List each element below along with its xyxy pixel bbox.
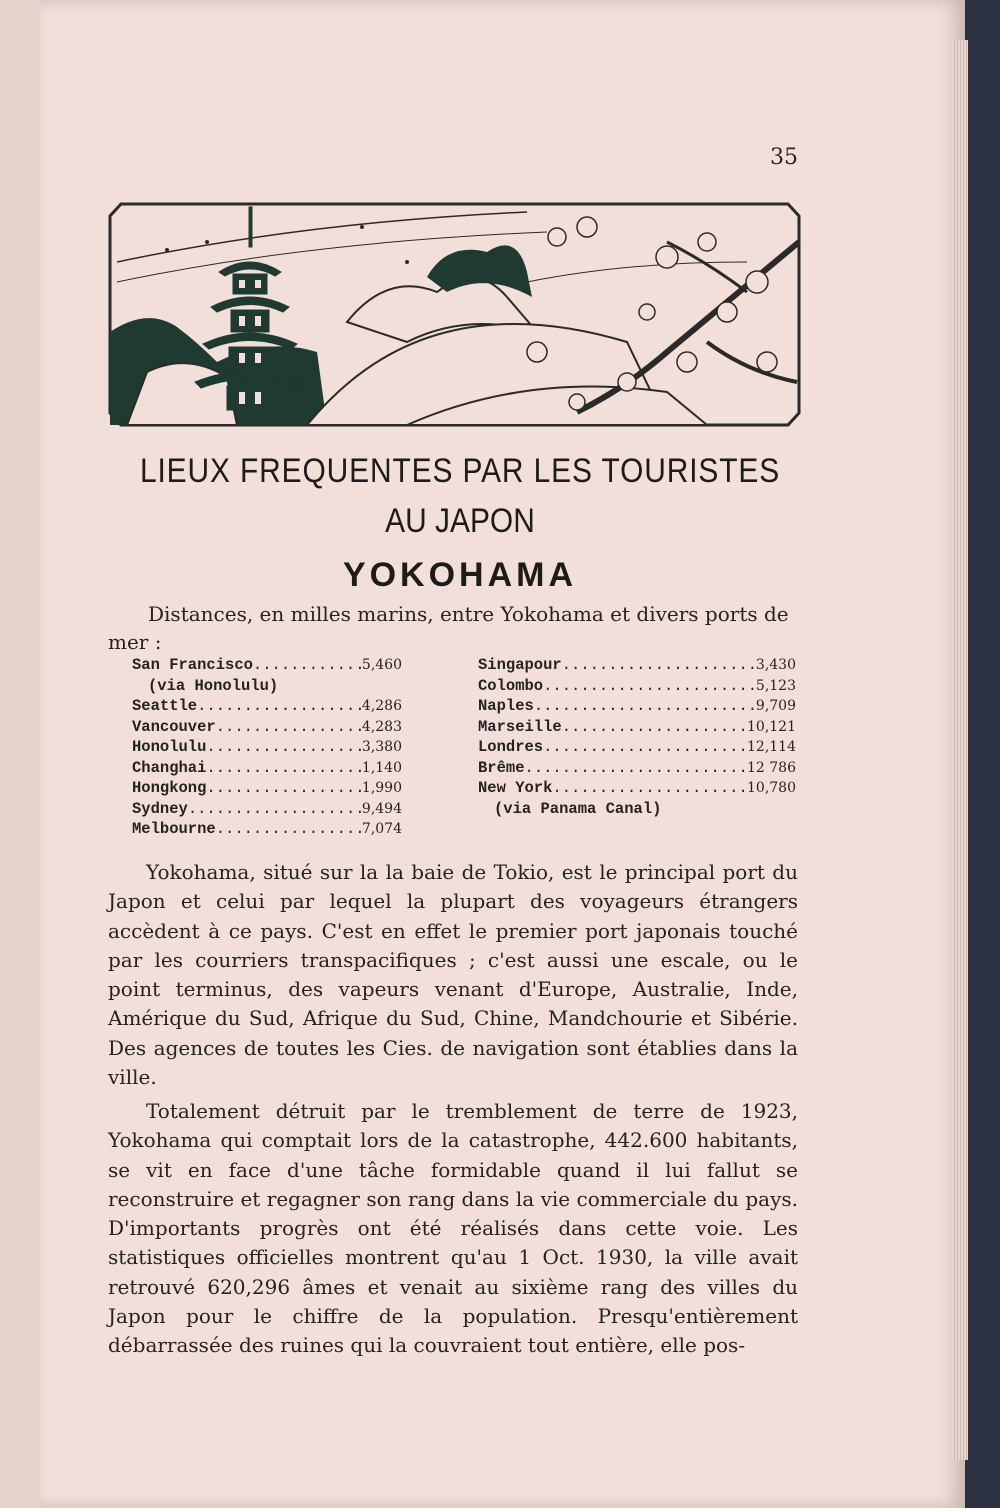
leader-dots [188,799,362,820]
distance-row [132,819,402,840]
leader-dots [543,737,747,758]
port-name: Hongkong [132,779,207,797]
page-stack-edge [952,40,968,1460]
page-title-line2: AU JAPON [385,502,535,540]
leader-dots [206,737,361,758]
distance-note: (via Honolulu) [148,676,279,695]
paragraph: Yokohama, situé sur la la baie de Tokio, est le principal port du Japon et celui par lequel la plupart des voyageurs étrangers accèdent à ce pays. C'est en effet le premier port japonais touché par les courriers transpacifiques ; c'est aussi une escale, ou le point terminus, des vapeurs venant d'Europe, Australie, Inde, Amérique du Sud, Afrique du Sud, Chine, Mandchourie et Sibérie. Des agences de toutes les Cies. de navigation sont établies dans la ville. [108,860,798,1090]
port-name: Seattle [132,697,198,715]
port-name: Honolulu [132,738,207,756]
port-name: Marseille [478,717,562,736]
leader-dots [552,778,747,799]
distance-value: 12,114 [747,739,796,755]
leader-dots [216,717,362,738]
distance-row [478,737,796,758]
distance-row [132,737,402,758]
pagoda-illustration [107,202,802,427]
distance-row [478,778,796,799]
distances-intro: Distances, en milles marins, entre Yokohama et divers ports de mer : [108,602,789,654]
port-name: Naples [478,697,534,715]
port-name: Vancouver [132,717,216,736]
distance-value: 5,460 [361,657,402,673]
port-name: Melbourne [132,820,216,838]
distance-value: 10,780 [747,780,796,796]
port-name: Colombo [478,676,544,695]
leader-dots [543,676,756,697]
distance-value: 9,709 [755,698,796,714]
port-name: Brême [478,758,525,777]
leader-dots [562,655,756,676]
distance-value: 7,074 [361,821,402,837]
distance-value: 3,430 [755,657,796,673]
leader-dots [206,758,361,779]
distance-row [478,717,796,738]
distance-row [132,696,402,717]
port-name: Londres [478,738,544,756]
distance-value: 4,286 [361,698,402,714]
distance-row [478,655,796,676]
leader-dots [253,655,362,676]
distance-row [132,717,402,738]
distance-value: 5,123 [755,677,796,694]
distance-value: 1,990 [361,780,402,796]
distance-value: 10,121 [747,718,796,735]
distance-row [132,655,402,676]
port-name: Changhai [132,758,207,777]
distance-row [132,778,402,799]
distance-value: 4,283 [361,718,402,735]
port-name: Singapour [478,656,562,674]
page-title-line1: LIEUX FREQUENTES PAR LES TOURISTES [139,452,781,490]
section-heading: YOKOHAMA [342,556,578,594]
leader-dots [525,758,747,779]
leader-dots [197,696,362,717]
distance-table-right [478,655,796,819]
distance-note: (via Panama Canal) [494,799,662,818]
port-name: Sydney [132,799,188,818]
port-name: San Francisco [132,656,253,674]
port-name: New York [478,779,553,797]
distance-table-left [132,655,402,840]
leader-dots [216,819,362,840]
distance-row [478,696,796,717]
distance-value: 9,494 [361,800,402,817]
distance-row [478,758,796,779]
distance-row [478,676,796,697]
distance-value: 1,140 [361,759,402,776]
page-number: 35 [770,145,798,170]
distance-value: 3,380 [361,739,402,755]
leader-dots [534,696,756,717]
distance-value: 12 786 [747,759,796,776]
paragraph: Totalement détruit par le tremblement de terre de 1923, Yokohama qui comptait lors de la catastrophe, 442.600 habitants, se vit en face d'une tâche formidable quand il lui fallut se reconstruire et regagner son rang dans la vie commerciale du pays. D'importants progrès ont été réalisés dans cette voie. Les statistiques officielles montrent qu'au 1 Oct. 1930, la ville avait retrouvé 620,296 âmes et venait au sixième rang des villes du Japon pour le chiffre de la population. Presqu'entièrement débarrassée des ruines qui la couvraient tout entière, elle pos- [108,1099,798,1358]
leader-dots [206,778,361,799]
left-page-edge [0,0,42,1508]
distance-row [132,758,402,779]
distance-row [132,799,402,820]
leader-dots [562,717,747,738]
